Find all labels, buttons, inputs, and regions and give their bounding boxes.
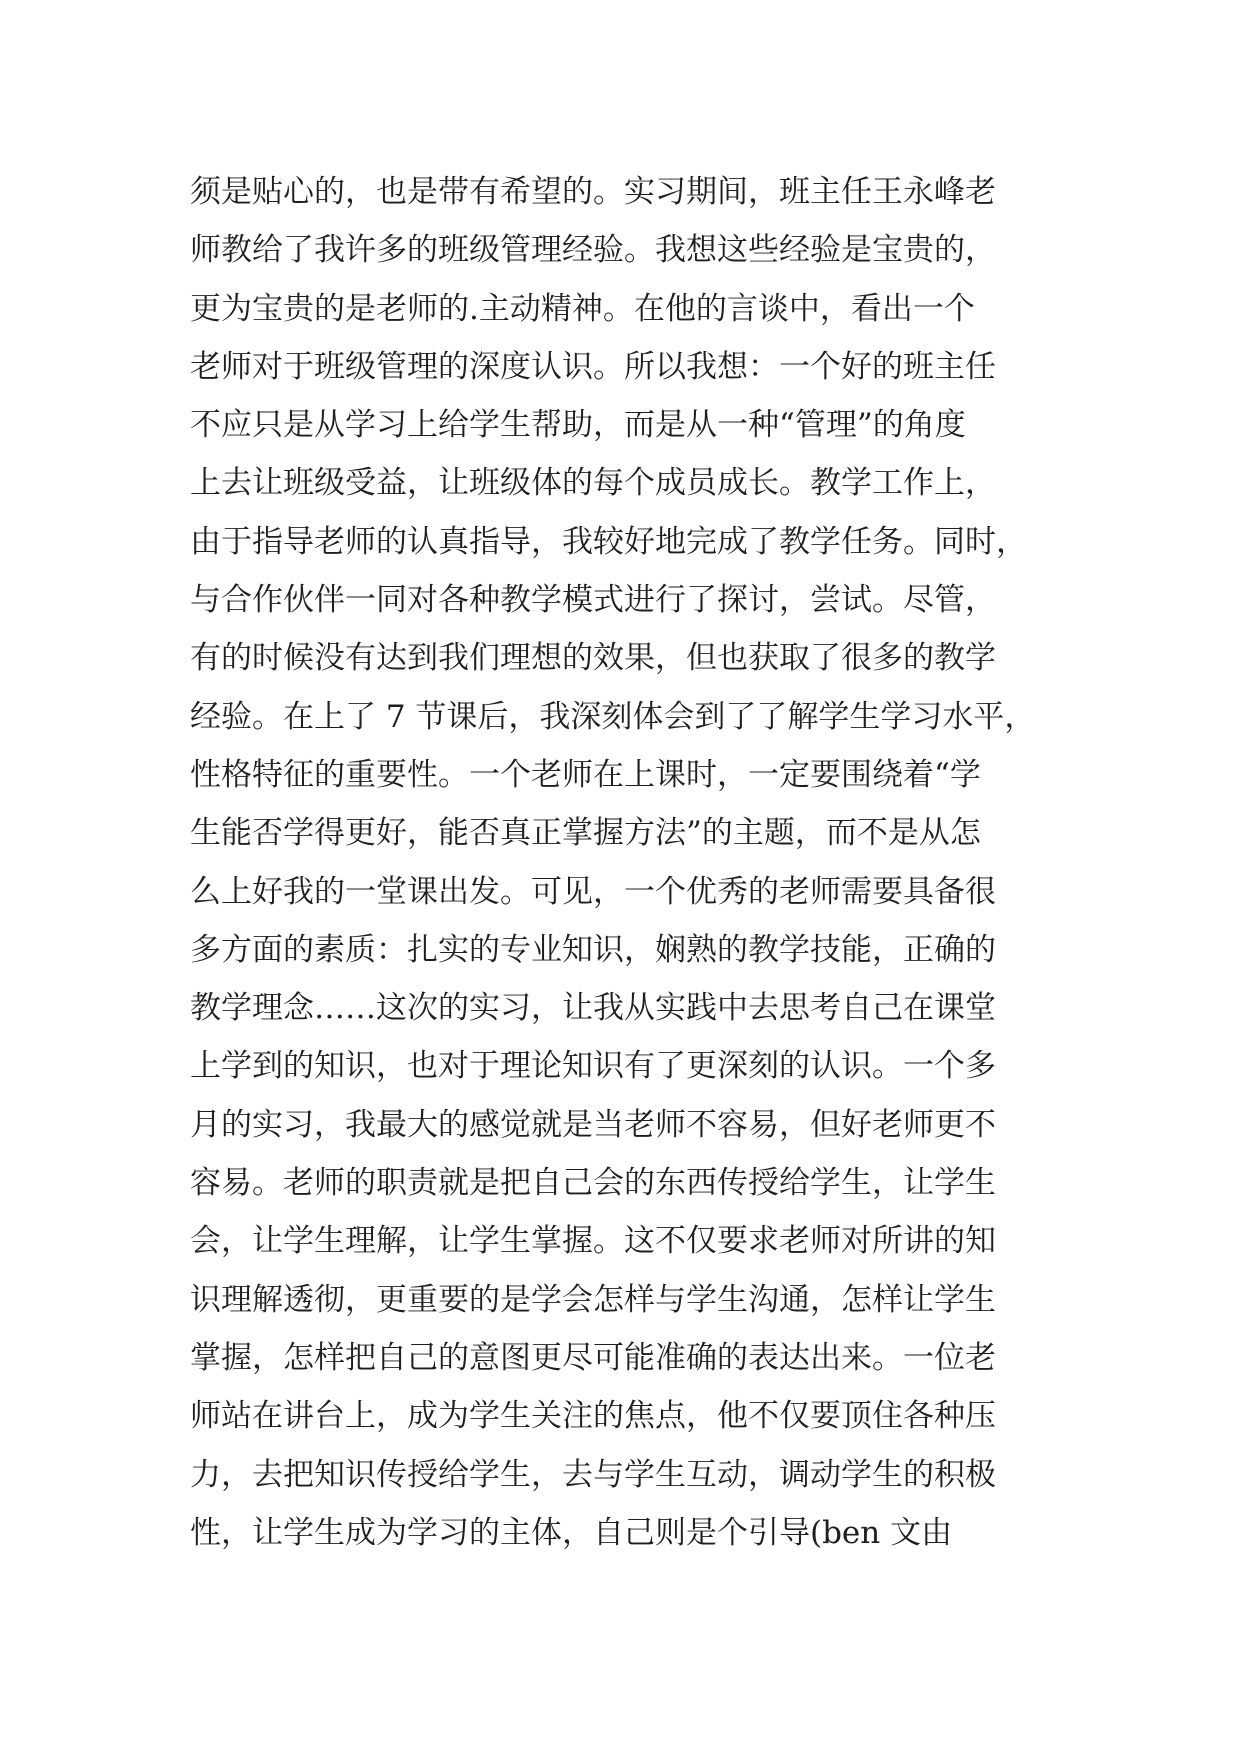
text-line: 上去让班级受益，让班级体的每个成员成长。教学工作上， bbox=[190, 465, 996, 502]
text-line: 师站在讲台上，成为学生关注的焦点，他不仅要顶住各种压 bbox=[190, 1398, 996, 1435]
text-line: 容易。老师的职责就是把自己会的东西传授给学生，让学生 bbox=[190, 1165, 996, 1202]
text-line: 教学理念……这次的实习，让我从实践中去思考自己在课堂 bbox=[190, 990, 996, 1027]
text-line: 多方面的素质：扎实的专业知识，娴熟的教学技能，正确的 bbox=[190, 931, 996, 968]
text-line: 生能否学得更好，能否真正掌握方法”的主题，而不是从怎 bbox=[190, 815, 981, 852]
text-line: 月的实习，我最大的感觉就是当老师不容易，但好老师更不 bbox=[190, 1106, 996, 1143]
text-line: 老师对于班级管理的深度认识。所以我想：一个好的班主任 bbox=[190, 348, 996, 385]
text-line: 力，去把知识传授给学生，去与学生互动，调动学生的积极 bbox=[190, 1456, 996, 1493]
text-line: 须是贴心的，也是带有希望的。实习期间，班主任王永峰老 bbox=[190, 174, 996, 210]
text-line: 性，让学生成为学习的主体，自己则是个引导(ben 文由 bbox=[190, 1514, 953, 1551]
text-line: 识理解透彻，更重要的是学会怎样与学生沟通，怎样让学生 bbox=[190, 1281, 996, 1318]
text-line: 性格特征的重要性。一个老师在上课时，一定要围绕着“学 bbox=[190, 756, 981, 793]
text-line: 经验。在上了 7 节课后，我深刻体会到了了解学生学习水平， bbox=[190, 698, 1036, 735]
text-line: 么上好我的一堂课出发。可见，一个优秀的老师需要具备很 bbox=[190, 873, 996, 910]
text-line: 更为宝贵的是老师的.主动精神。在他的言谈中，看出一个 bbox=[190, 290, 975, 327]
text-line: 会，让学生理解，让学生掌握。这不仅要求老师对所讲的知 bbox=[190, 1223, 996, 1260]
text-line: 掌握，怎样把自己的意图更尽可能准确的表达出来。一位老 bbox=[190, 1339, 996, 1376]
text-line: 上学到的知识，也对于理论知识有了更深刻的认识。一个多 bbox=[190, 1048, 996, 1085]
body-text bbox=[190, 163, 1070, 1562]
text-line: 不应只是从学习上给学生帮助，而是从一种“管理”的角度 bbox=[190, 407, 966, 444]
text-line: 与合作伙伴一同对各种教学模式进行了探讨，尝试。尽管， bbox=[190, 582, 996, 619]
text-line: 由于指导老师的认真指导，我较好地完成了教学任务。同时， bbox=[190, 523, 1027, 560]
text-line: 师教给了我许多的班级管理经验。我想这些经验是宝贵的， bbox=[190, 232, 996, 269]
text-line: 有的时候没有达到我们理想的效果，但也获取了很多的教学 bbox=[190, 640, 996, 677]
